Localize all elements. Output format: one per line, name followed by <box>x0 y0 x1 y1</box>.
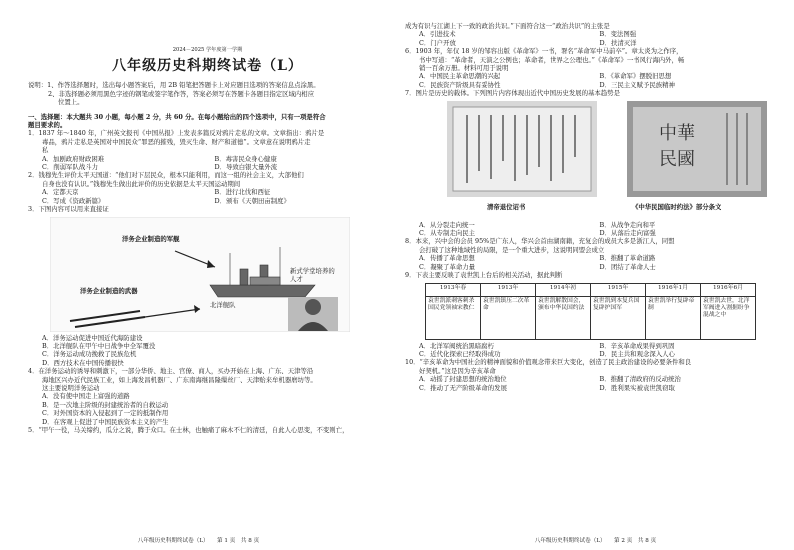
q8-option-b[interactable]: B．推翻了革命道路 <box>599 254 656 263</box>
q4-option-b[interactable]: B．是一次地主阶级的封建统治者的自救运动 <box>42 400 169 409</box>
q6-option-c[interactable]: C．民族资产阶级具有妥协性 <box>419 80 501 89</box>
q5-option-c[interactable]: C．门户开放 <box>419 38 456 47</box>
q9-option-b[interactable]: B．辛亥革命成果得到巩固 <box>599 341 675 350</box>
q1-option-c[interactable]: C．削弱军队战斗力 <box>42 163 99 172</box>
q8-options-2 <box>405 263 780 271</box>
q3-figure <box>50 217 350 332</box>
label-weapons: 洋务企业制造的武器 <box>80 286 138 295</box>
q9-stem: 9．下表主要反映了袁世凯上台后的相关活动，据此判断 <box>405 271 563 280</box>
caption-abdication-edict: 清帝退位诏书 <box>487 202 526 211</box>
q10-options <box>405 375 780 383</box>
table-header-cell: 1916年1月 <box>646 283 701 296</box>
label-shipyard: 洋务企业制造的军舰 <box>122 234 180 243</box>
q1-line2: 毒品，鸦片走私是英国对中国民众“罪恶的摧残，毁灭生命、财产和道德”。文章意在说明鸦片走 <box>42 137 311 146</box>
q4-line1: 4．在洋务运动的诱导和刺激下，一部分华侨、地主、官僚、商人，买办开始在上海、广东、天津等沿 <box>28 367 314 376</box>
label-school: 新式学堂培养的人才 <box>290 266 335 283</box>
table-header-cell: 1915年 <box>591 283 646 296</box>
q6-line3: 销一百余万册。材料可用于说明 <box>419 64 509 73</box>
abdication-edict-image <box>447 101 597 197</box>
q3-stem: 3．下图内容可以用来直接证 <box>28 205 109 214</box>
q6-options-2 <box>405 81 780 89</box>
q7-option-d[interactable]: D．从落后走向富强 <box>599 229 656 238</box>
q4-option-d[interactable]: D．在客观上促进了中国民族资本主义的产生 <box>42 417 169 426</box>
page-footer-2: 八年级历史科期终试卷（L） 第 2 页 共 8 页 <box>534 538 657 544</box>
q6-option-a[interactable]: A．中国民主革命思潮的兴起 <box>419 72 501 81</box>
q2-option-a[interactable]: A．定都天京 <box>42 188 79 197</box>
q8-line1: 8．本来，兴中会的会员 95%是广东人，华兴会首由湖南籍，充复会的成员大多是浙江人，同盟 <box>405 237 675 246</box>
q10-line2: 好契机。”这是因为辛亥革命 <box>419 366 496 375</box>
q9-timeline-table <box>425 283 756 340</box>
note-3: 位置上。 <box>58 98 84 107</box>
svg-text:中華: 中華 <box>659 122 695 144</box>
q8-line2: 会打破了这种地域性的局限，是一个重大进步，这说明同盟会成立 <box>419 245 605 254</box>
q8-option-a[interactable]: A．传播了革命思想 <box>419 254 475 263</box>
q7-stem: 7．图片是历史的载体。下列图片内容体现出近代中国历史发展的基本趋势是 <box>405 89 620 98</box>
q5-options <box>405 30 780 38</box>
q2-options-2 <box>28 197 387 205</box>
q9-options-2 <box>405 350 780 358</box>
q10-options-2 <box>405 384 780 392</box>
table-header-row <box>426 283 756 296</box>
q5-continuation: 成为有识与江湖上下一致的政治共识。”下面符合这一“政治共识”的主张是 <box>405 22 610 30</box>
q8-options <box>405 254 780 262</box>
q2-line2: 自身也没有认识。”钱穆先生做出此评价的历史依据是太平天国运动期间 <box>42 179 241 188</box>
table-cell: 袁世凯到本复兵国复辟护国军 <box>591 296 646 339</box>
q7-options-2 <box>405 229 780 237</box>
q7-option-b[interactable]: B．从战争走向和平 <box>599 220 656 229</box>
q9-options <box>405 342 780 350</box>
q3-option-a[interactable]: A．洋务运动促进中国近代海防建设 <box>42 333 143 342</box>
q5-stem: 5．“甲午一役，马关缔约，瓜分之说，腾于众口。在士林，也触痛了麻木不仁的清廷，自此人心思变，不变则亡， <box>28 425 349 434</box>
q6-line1: 6．1903 年，年仅 18 岁的邹容出版《革命军》一书，署名“革命军中马前卒”。章太炎为之作序， <box>405 47 683 56</box>
q7-figure-graphic <box>427 101 777 209</box>
q7-option-a[interactable]: A．从分裂走向统一 <box>419 220 475 229</box>
q2-option-b[interactable]: B．进行北伐和西征 <box>214 188 271 197</box>
portrait-icon <box>288 297 338 331</box>
section-heading-cont: 题目要求的。 <box>28 121 67 130</box>
q1-option-d[interactable]: D．导致白银大量外流 <box>214 163 278 172</box>
q8-option-d[interactable]: D．团结了革命人士 <box>599 262 656 271</box>
table-cell: 袁世凯去世，北洋军阀进入割据纷争混战之中 <box>701 296 756 339</box>
q4-option-a[interactable]: A．没有使中国走上富强的道路 <box>42 392 130 401</box>
table-header-cell: 1913年春 <box>426 283 481 296</box>
term-header: 2024－2025 学年度第一学期 <box>172 47 243 53</box>
q10-option-d[interactable]: D．胜利果实被袁世凯窃取 <box>599 383 675 392</box>
label-fleet: 北洋舰队 <box>210 300 236 309</box>
q10-option-b[interactable]: B．推翻了清政府的反动统治 <box>599 375 681 384</box>
caption-provisional-constitution: 《中华民国临时约法》部分条文 <box>632 202 722 211</box>
q4-line2: 海地区兴办近代民族工业，如上海发昌机器厂、广东南海继昌隆缫丝厂、天津贻来牟机器磨坊等。 <box>42 375 317 384</box>
table-header-cell: 1914年初 <box>536 283 591 296</box>
q5-option-b[interactable]: B．变法图强 <box>599 30 637 39</box>
q2-option-d[interactable]: D．颁布《天朝田亩制度》 <box>214 196 290 205</box>
q6-line2: 书中写道：“革命者，天演之公例也；革命者，世界之公理也。”《革命军》一书风行海内外，畅 <box>419 55 685 64</box>
q3-option-b[interactable]: B．北洋舰队在甲午中日战争中全军覆没 <box>42 341 156 350</box>
q3-option-d[interactable]: D．西方技术在中国传播很快 <box>42 358 124 367</box>
q7-options <box>405 221 780 229</box>
q6-option-d[interactable]: D．三民主义赋予民族精神 <box>599 80 675 89</box>
provisional-constitution-image <box>627 101 767 197</box>
q4-line3: 这主要说明洋务运动 <box>42 383 100 392</box>
q1-line1: 1．1837 年～1840 年，广州英文报刊《中国丛报》上发表多篇反对鸦片走私的文章。文章指出：鸦片是 <box>28 129 325 138</box>
q6-option-b[interactable]: B．《革命军》摆脱旧思想 <box>599 72 672 81</box>
table-cell: 袁世凯派刺客刺杀国民党领袖宋教仁 <box>426 296 481 339</box>
q6-options <box>405 72 780 80</box>
q2-options <box>28 188 387 196</box>
q4-option-c[interactable]: C．对外国资本的入侵起到了一定的抵制作用 <box>42 409 169 418</box>
page-footer-1: 八年级历史科期终试卷（L） 第 1 页 共 8 页 <box>137 538 260 544</box>
q10-line1: 10．“辛亥革命为中国社会的精神面貌和价值观念带来巨大变化，创造了民主政治建设的必要条件和良 <box>405 358 692 367</box>
q1-line3: 私 <box>42 146 49 155</box>
q1-option-b[interactable]: B．毒害民众身心健康 <box>214 154 277 163</box>
q1-options-2 <box>28 163 387 171</box>
svg-text:民國: 民國 <box>659 148 695 170</box>
q1-options <box>28 155 387 163</box>
q2-option-c[interactable]: C．写成《资政新篇》 <box>42 196 105 205</box>
q10-option-c[interactable]: C．推动了无产阶级革命的发展 <box>419 383 507 392</box>
table-header-cell: 1916年6月 <box>701 283 756 296</box>
table-cell: 袁世凯举行复辟帝制 <box>646 296 701 339</box>
table-cell: 袁世凯镇压二次革命 <box>481 296 536 339</box>
note-1: 说明：1、作答选择题时，选出每小题答案后，用 2B 铅笔把答题卡上对应题目选项的答案信息点涂黑。 <box>28 81 320 90</box>
q10-option-a[interactable]: A．动摇了封建思想的统治地位 <box>419 375 507 384</box>
exam-title: 八年级历史科期终试卷（L） <box>112 58 303 75</box>
note-2: 2、非选择题必须用黑色字迹的钢笔或签字笔作答，答案必须写在答题卡各题目指定区域内相应 <box>48 89 315 98</box>
q5-options-2 <box>405 39 780 47</box>
q9-option-c[interactable]: C．近代化探索已经取得成功 <box>419 349 501 358</box>
page-two <box>397 0 794 550</box>
q5-option-a[interactable]: A．引进技术 <box>419 30 456 39</box>
q8-option-c[interactable]: C．凝聚了革命力量 <box>419 262 476 271</box>
q1-option-a[interactable]: A．加剧政府财政困难 <box>42 154 105 163</box>
q7-option-c[interactable]: C．从专制走向民主 <box>419 229 476 238</box>
q2-line1: 2．钱穆先生评价太平天国道：“他们对下层民众，根本只能利用，而这一组的社会主义，大部他们 <box>28 171 304 180</box>
q3-option-c[interactable]: C．洋务运动成功挽救了民族危机 <box>42 350 137 359</box>
section-heading: 一、选择题：本大题共 30 小题，每小题 2 分，共 60 分。在每小题给出的四个选项中，只有一项是符合 <box>28 112 326 121</box>
table-row <box>426 296 756 339</box>
q5-option-d[interactable]: D．扶清灭洋 <box>599 38 637 47</box>
table-cell: 袁世凯解散国会，颁布中华民国约法 <box>536 296 591 339</box>
q7-figure <box>427 101 777 219</box>
q9-option-a[interactable]: A．北洋军阀统治黑暗腐朽 <box>419 341 494 350</box>
table-header-cell: 1913年 <box>481 283 536 296</box>
q9-option-d[interactable]: D．民主共和观念深入人心 <box>599 349 675 358</box>
